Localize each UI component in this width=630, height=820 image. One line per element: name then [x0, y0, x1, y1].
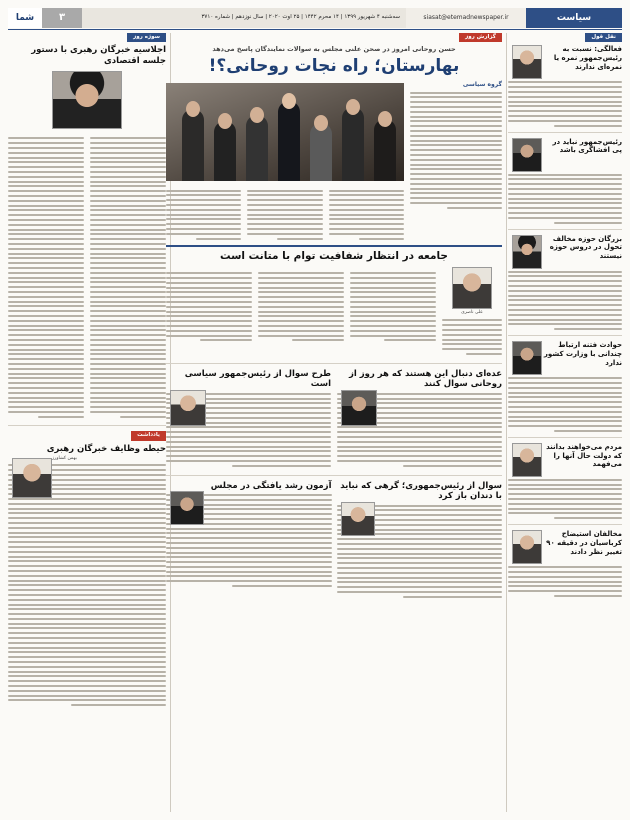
author-photo	[452, 267, 492, 309]
body-text	[329, 187, 404, 243]
body-text	[508, 479, 622, 519]
story-deck: حسن روحانی امروز در صحن علنی مجلس به سوالات نمایندگان پاسخ می‌دهد	[212, 45, 456, 54]
quote-item	[508, 341, 622, 432]
story-headline: طرح سوال از رئیس‌جمهور سیاسی است	[184, 368, 331, 390]
header-rule	[8, 29, 622, 30]
quotes-tag: نقل قول	[585, 33, 622, 42]
quote-item	[508, 443, 622, 519]
person-photo	[512, 443, 542, 477]
author-photo	[12, 458, 52, 498]
quote-item	[508, 530, 622, 597]
body-text	[350, 269, 436, 357]
body-text	[166, 269, 252, 357]
quote-headline: رئیس‌جمهور نباید در پی افشاگری باشد	[552, 137, 622, 155]
date-line: سه‌شنبه ۴ شهریور ۱۳۹۹ | ۱۴ محرم ۱۴۴۲ | ۲۵ اوت ۲۰۲۰ | سال نوزدهم | شماره ۳۷۱۰	[82, 8, 406, 28]
page-number: ۳	[42, 8, 82, 28]
person-photo	[170, 390, 206, 426]
quote-headline: فعالگی: نسبت به رئیس‌جمهور نمره یا نمره‌ای ندارند	[553, 45, 622, 71]
person-photo	[512, 235, 542, 269]
body-text	[508, 271, 622, 331]
person-photo	[170, 491, 204, 525]
main-story-column	[166, 33, 502, 812]
person-photo	[341, 390, 377, 426]
main-headline: بهارستان؛ راه نجات روحانی؟!	[208, 55, 460, 76]
body-text	[508, 174, 622, 224]
newspaper-logo: شما	[8, 8, 42, 28]
body-text	[442, 319, 502, 355]
body-text	[247, 187, 322, 243]
note-tag: یادداشت	[131, 431, 166, 440]
person-photo	[512, 341, 542, 375]
column-divider	[506, 33, 507, 812]
note-author: بهمن کشاورز	[52, 455, 77, 461]
person-photo	[512, 530, 542, 564]
person-photo	[512, 138, 542, 172]
quote-headline: مردم می‌خواهند بدانند که دولت حال آنها را می‌فهمد	[546, 442, 622, 469]
cleric-photo	[52, 71, 122, 129]
body-text	[508, 566, 622, 597]
report-tag: گزارش روز	[459, 33, 502, 42]
left-column	[8, 33, 166, 812]
page-header	[8, 8, 622, 28]
person-photo	[341, 502, 375, 536]
body-text	[508, 81, 622, 126]
body-text	[508, 377, 622, 432]
section-email[interactable]: siasat@etemadnewspaper.ir	[406, 8, 526, 28]
body-text	[8, 135, 84, 421]
story-headline: عده‌ای دنبال این هستند که هر روز از روحانی سوال کنند	[348, 368, 502, 390]
body-text	[410, 92, 502, 209]
story-kicker: گروه سیاسی	[462, 80, 502, 88]
body-text	[90, 135, 166, 421]
topic-tag: سوژه روز	[127, 33, 166, 42]
quote-item	[508, 45, 622, 126]
quotes-column	[508, 33, 622, 812]
body-text	[8, 464, 166, 706]
person-photo	[512, 45, 542, 79]
quote-headline: حوادث فتنه ارتباط چندانی با وزارت کشور ندارد	[543, 341, 622, 367]
body-text	[166, 187, 241, 243]
quote-item	[508, 235, 622, 331]
quote-headline: بزرگان حوزه مخالف تحول در دروس حوزه نیستند	[549, 234, 622, 261]
story-headline: آزمون رشد یافتگی در مجلس	[210, 480, 332, 491]
author-name: علی ناصری	[461, 310, 483, 316]
section-title: سیاست	[526, 8, 622, 28]
body-text	[258, 269, 344, 357]
left-headline: اجلاسیه خبرگان رهبری با دستور جلسه اقتصادی	[31, 45, 166, 67]
quote-item	[508, 138, 622, 224]
note-headline: حیطه وظایف خبرگان رهبری	[46, 443, 166, 454]
parliament-photo	[166, 83, 404, 181]
quote-headline: مخالفان استیضاح کرباسیان در دقیقه ۹۰ تغییر نظر دادند	[546, 530, 622, 556]
secondary-headline: جامعه در انتظار شفافیت توام با متانت است	[219, 250, 448, 263]
story-headline: سوال از رئیس‌جمهوری؛ گرهی که نباید با دندان باز کرد	[340, 480, 502, 502]
